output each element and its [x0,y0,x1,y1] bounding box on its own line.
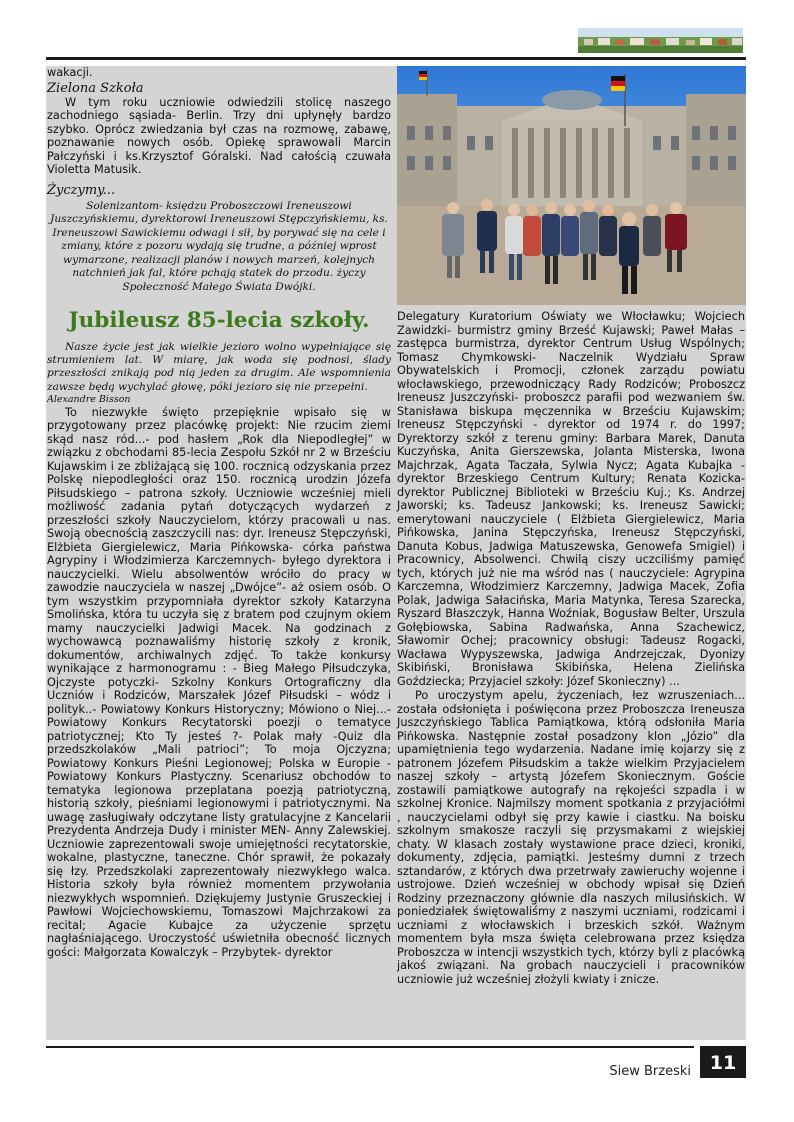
top-rule [46,57,746,60]
article-body-left: To niezwykłe święto przepięknie wpisało się w przygotowany przez placówkę projekt: Nie rzucim ziemi skąd nasz ród...- pod hasłem „Rok dla Niepodległej” w związku z obchodami 85-lecia Zespołu Szkół nr 2 w Brześciu Kujawskim i ze zbliżającą się 100. rocznicą odzyskania przez Polskę niepodległości oraz 150. rocznicą urodzin Józefa Piłsudskiego – patrona szkoły. Uczniowie wcześniej mieli możliwość zadania pytań dotyczących wydarzeń z przeszłości szkoły Nauczycielom, którzy pracowali u nas. Swoją obecnością zaszczycili nas: dyr. Ireneusz Stępczyński, Elżbieta Giergielewicz, Maria Pińkowska- córka państwa Agrypiny i Włodzimierza Karczemnych- byłego dyrektora i nauczycielki. Wielu absolwentów wróciło do pracy w zawodzie nauczyciela w naszej „Dwójce”- aż osiem osób. O tym wszystkim przypomniała dyrektor szkoły Katarzyna Smolińska, która tu uczyła się z bratem pod czujnym okiem mamy nauczycielki Jadwigi Macek. Na godzinach z wychowawcą poznawaliśmy historię szkoły z kronik, dokumentów, archiwalnych zdjęć. To także konkursy wynikające z harmonogramu : - Bieg Małego Piłsudczyka, Ojczyste potyczki- Szkolny Konkurs Ortograficzny dla Uczniów i Rodziców, Marszałek Józef Piłsudski – wódz i polityk..- Powiatowy Konkurs Historyczny; Mówiono o Niej...- Powiatowy Konkurs Recytatorski poezji o tematyce patriotycznej; Kto Ty jesteś ?- Polak mały -Quiz dla przedszkolaków „Mali patrioci”; To moja Ojczyzna; Powiatowy Konkurs Pieśni Legionowej; Polska w Europie - Powiatowy Konkurs Plastyczny. Scenariusz obchodów to tematyka legionowa przeplatana poezją patriotyczną, historią szkoły, pieśniami legionowymi i patriotycznymi. Na uwagę zasługiwały odczytane listy gratulacyjne z Kancelarii Prezydenta Andrzeja Dudy i minister MEN- Anny Zalewskiej. Uczniowie zaprezentowali swoje umiejętności recytatorskie, wokalne, plastyczne, taneczne. Chór sprawił, że pokazały się łzy. Przedszkolaki zaprezentowały niezwykłego walca. Historia szkoły była również momentem przywołania niezwykłych wspomnień. Dziękujemy Justynie Gruszeckiej i Pawłowi Wojciechowskiemu, Tomaszowi Majchrzakowi za recital; Agacie Kubajce za użyczenie sprzętu nagłaśniającego. Uroczystość uświetniła obecność licznych gości: Małgorzata Kowalczyk – Przybytek- dyrektor [47,405,391,959]
article-headline: Jubileusz 85-lecia szkoły. [68,308,370,333]
group-photo [397,66,746,305]
wishes-text: Solenizantom- księdzu Proboszczowi Ireneuszowi Juszczyńskiemu, dyrektorowi Ireneuszowi Stępczyńskiemu, ks. Ireneuszowi Sawickiemu odwagi i sił, by porywać się na cele i zmiany, które z pozoru wydają się trudne, a później wprost wymarzone, realizacji planów i nowych marzeń, kolejnych natchnień jak fal, które pchają statek do przodu. życzy Społeczność Małego Świata Dwójki. [50,199,388,293]
page-number: 11 [700,1046,746,1078]
quote-author: Alexandre Bisson [47,393,131,405]
header-banner-image [578,28,743,53]
zielona-szkola-text: W tym roku uczniowie odwiedzili stolicę naszego zachodniego sąsiada- Berlin. Trzy dni upłynęły bardzo szybko. Oprócz zwiedzania był czas na rozmowę, zabawę, poznawanie nowych osób. Opiekę sprawowali Marcin Pałczyński i ks.Krzysztof Góralski. Nad całością czuwała Violetta Matusik. [47,95,391,176]
wishes-heading: Życzymy... [47,182,116,198]
opening-quote: Nasze życie jest jak wielkie jezioro wolno wypełniające się strumieniem lat. W miarę, jak woda się podnosi, ślady przeszłości znikają pod nią jeden za drugim. Ale wspomnienia zawsze będą wychylać głowę, póki jezioro się nie przepełni. [47,341,391,393]
intro-fragment: wakacji. [47,66,93,79]
footer-publication-title: Siew Brzeski [609,1064,691,1079]
article-body-right-guests: Delegatury Kuratorium Oświaty we Włocławku; Wojciech Zawidzki- burmistrz gminy Brześć Kujawski; Paweł Małas – zastępca burmistrza, dyrektor Centrum Usług Wspólnych; Tomasz Chymkowski- Naczelnik Wydziału Spraw Obywatelskich i Promocji, członek zarządu powiatu włocławskiego, przewodniczący Rady Rodziców; Proboszcz Ireneusz Juszczyński- proboszcz parafii pod wezwaniem św. Stanisława biskupa męczennika w Brześciu Kujawskim; Ireneusz Stępczyński - dyrektor od 1974 r. do 1997; Dyrektorzy szkół z terenu gminy: Barbara Marek, Danuta Kuczyńska, Anita Gierszewska, Jolanta Misterska, Iwona Majchrzak, Agata Taczała, Sylwia Nycz; Agata Kubajka - dyrektor Brzeskiego Centrum Kultury; Renata Kozicka- dyrektor Publicznej Biblioteki w Brześciu Kuj.; Ks. Andrzej Jaworski; ks. Tadeusz Jankowski; ks. Ireneusz Sawicki; emerytowani nauczyciele ( Elżbieta Giergielewicz, Maria Pińkowska, Janina Stępczyńska, Ireneusz Stępczyński, Danuta Kobus, Jadwiga Matuszewska, Genowefa Smigiel) i Pracownicy, Absolwenci. Chwilą ciszy uczciliśmy pamięć tych, których już nie ma wśród nas ( nauczyciele: Agrypina Karczemna, Włodzimierz Karczemny, Jadwiga Macek, Zofia Polak, Jadwiga Sałacińska, Maria Matynka, Teresa Szarecka, Ryszard Błaszczyk, Hanna Woźniak, Bogusław Belter, Urszula Gołębiowska, Sabina Radwańska, Anna Szachewicz, Sławomir Ochej; pracownicy obsługi: Tadeusz Rogacki, Wacława Wypyszewska, Jadwiga Andrzejczak, Dyonizy Skibiński, Bronisława Skibińska, Helena Zielińska Goździecka; Przyjaciel szkoły: Józef Skonieczny) ... [397,310,745,688]
bottom-rule [46,1046,694,1048]
right-column [397,310,745,986]
left-column [47,66,391,959]
article-body-right-ceremony: Po uroczystym apelu, życzeniach, łez wzruszeniach... została odsłonięta i poświęcona przez Proboszcza Ireneusza Juszczyńskiego Tablica Pamiątkowa, którą odsłoniła Maria Pińkowska. Następnie został posadzony klon „Józio” dla upamiętnienia tego wydarzenia. Nadane imię kojarzy się z patronem Józefem Piłsudskim a także wielkim Przyjacielem naszej szkoły – artystą Józefem Skoniecznym. Goście zostawili pamiątkowe autografy na rękojeści szpadla i w szkolnej Kronice. Najmilszy moment spotkania z przyjaciółmi , nauczycielami odbył się przy kawie i ciastku. Na boisku szkolnym smakosze raczyli się przysmakami z wiejskiej chaty. W klasach zostały wystawione prace dzieci, kroniki, dokumenty, zdjęcia, pamiątki. Jesteśmy dumni z trzech sztandarów, z których dwa przetrwały zawieruchy wojenne i ustrojowe. Dzień wcześniej w obchody wpisał się Dzień Rodziny przeznaczony głównie dla naszych milusińskich. W poniedziałek świętowaliśmy z naszymi uczniami, rodzicami i uczniami z włocławskich i brzeskich szkół. Ważnym momentem była msza święta celebrowana przez księdza Proboszcza w intencji wszystkich tych, którzy byli z placówką jakoś związani. Na grobach nauczycieli i pracowników uczniowie już wcześniej złożyli kwiaty i znicze. [397,689,745,986]
zielona-szkola-heading: Zielona Szkoła [47,80,144,96]
